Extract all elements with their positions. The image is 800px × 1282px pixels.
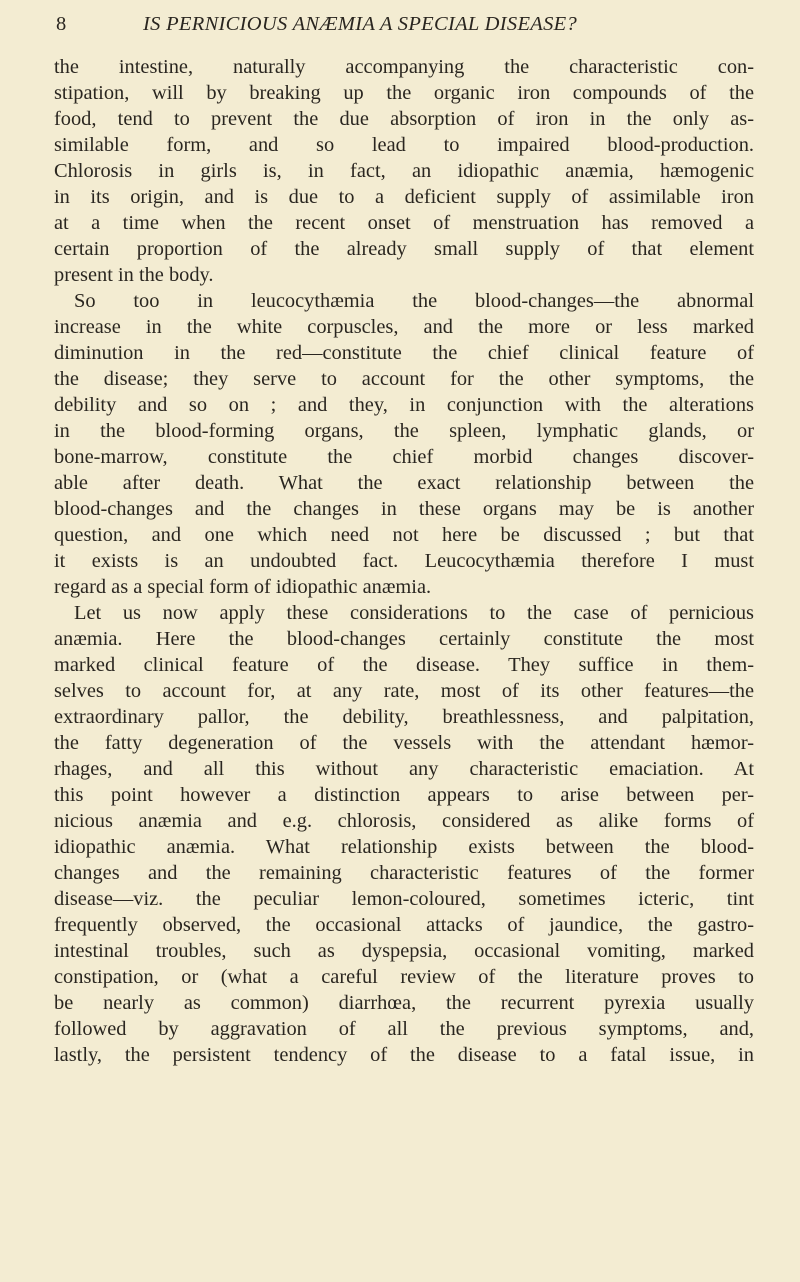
body-text — [54, 54, 754, 1068]
text-line: regard as a special form of idiopathic anæmia. — [54, 576, 432, 598]
text-line: in its origin, and is due to a deficient supply of assimilable iron — [54, 186, 754, 208]
text-line: stipation, will by breaking up the organic iron compounds of the — [54, 82, 754, 104]
book-page — [54, 4, 754, 1068]
text-line: rhages, and all this without any characteristic emaciation. At — [54, 758, 754, 780]
text-line: frequently observed, the occasional attacks of jaundice, the gastro- — [54, 914, 754, 936]
text-line: Let us now apply these considerations to the case of pernicious — [74, 602, 754, 624]
text-line: the intestine, naturally accompanying the characteristic con- — [54, 56, 754, 78]
text-line: able after death. What the exact relationship between the — [54, 472, 754, 494]
text-line: debility and so on ; and they, in conjunction with the alterations — [54, 394, 754, 416]
text-line: anæmia. Here the blood-changes certainly constitute the most — [54, 628, 754, 650]
text-line: similable form, and so lead to impaired blood-production. — [54, 134, 754, 156]
text-line: diminution in the red—constitute the chief clinical feature of — [54, 342, 754, 364]
text-line: in the blood-forming organs, the spleen, lymphatic glands, or — [54, 420, 754, 442]
text-line: blood-changes and the changes in these organs may be is another — [54, 498, 754, 520]
running-title: IS PERNICIOUS ANÆMIA A SPECIAL DISEASE? — [143, 13, 578, 35]
text-line: So too in leucocythæmia the blood-changes—the abnormal — [74, 290, 754, 312]
text-line: extraordinary pallor, the debility, breathlessness, and palpitation, — [54, 706, 754, 728]
text-line: idiopathic anæmia. What relationship exists between the blood- — [54, 836, 754, 858]
text-line: at a time when the recent onset of menstruation has removed a — [54, 212, 754, 234]
text-line: selves to account for, at any rate, most of its other features—the — [54, 680, 754, 702]
text-line: changes and the remaining characteristic features of the former — [54, 862, 754, 884]
text-line: question, and one which need not here be discussed ; but that — [54, 524, 754, 546]
text-line: present in the body. — [54, 264, 214, 286]
page-header — [54, 4, 754, 44]
text-line: this point however a distinction appears to arise between per- — [54, 784, 754, 806]
text-line: the fatty degeneration of the vessels with the attendant hæmor- — [54, 732, 754, 754]
text-line: bone-marrow, constitute the chief morbid changes discover- — [54, 446, 754, 468]
text-line: it exists is an undoubted fact. Leucocythæmia therefore I must — [54, 550, 754, 572]
text-line: increase in the white corpuscles, and the more or less marked — [54, 316, 754, 338]
text-line: disease—viz. the peculiar lemon-coloured, sometimes icteric, tint — [54, 888, 754, 910]
text-line: followed by aggravation of all the previous symptoms, and, — [54, 1018, 754, 1040]
text-line: certain proportion of the already small supply of that element — [54, 238, 754, 260]
text-line: Chlorosis in girls is, in fact, an idiopathic anæmia, hæmogenic — [54, 160, 754, 182]
text-line: constipation, or (what a careful review of the literature proves to — [54, 966, 754, 988]
text-line: be nearly as common) diarrhœa, the recurrent pyrexia usually — [54, 992, 754, 1014]
text-line: food, tend to prevent the due absorption of iron in the only as- — [54, 108, 754, 130]
text-line: lastly, the persistent tendency of the disease to a fatal issue, in — [54, 1044, 754, 1066]
text-line: intestinal troubles, such as dyspepsia, occasional vomiting, marked — [54, 940, 754, 962]
text-line: nicious anæmia and e.g. chlorosis, considered as alike forms of — [54, 810, 754, 832]
text-line: the disease; they serve to account for the other symptoms, the — [54, 368, 754, 390]
page-number: 8 — [56, 13, 67, 35]
text-line: marked clinical feature of the disease. They suffice in them- — [54, 654, 754, 676]
